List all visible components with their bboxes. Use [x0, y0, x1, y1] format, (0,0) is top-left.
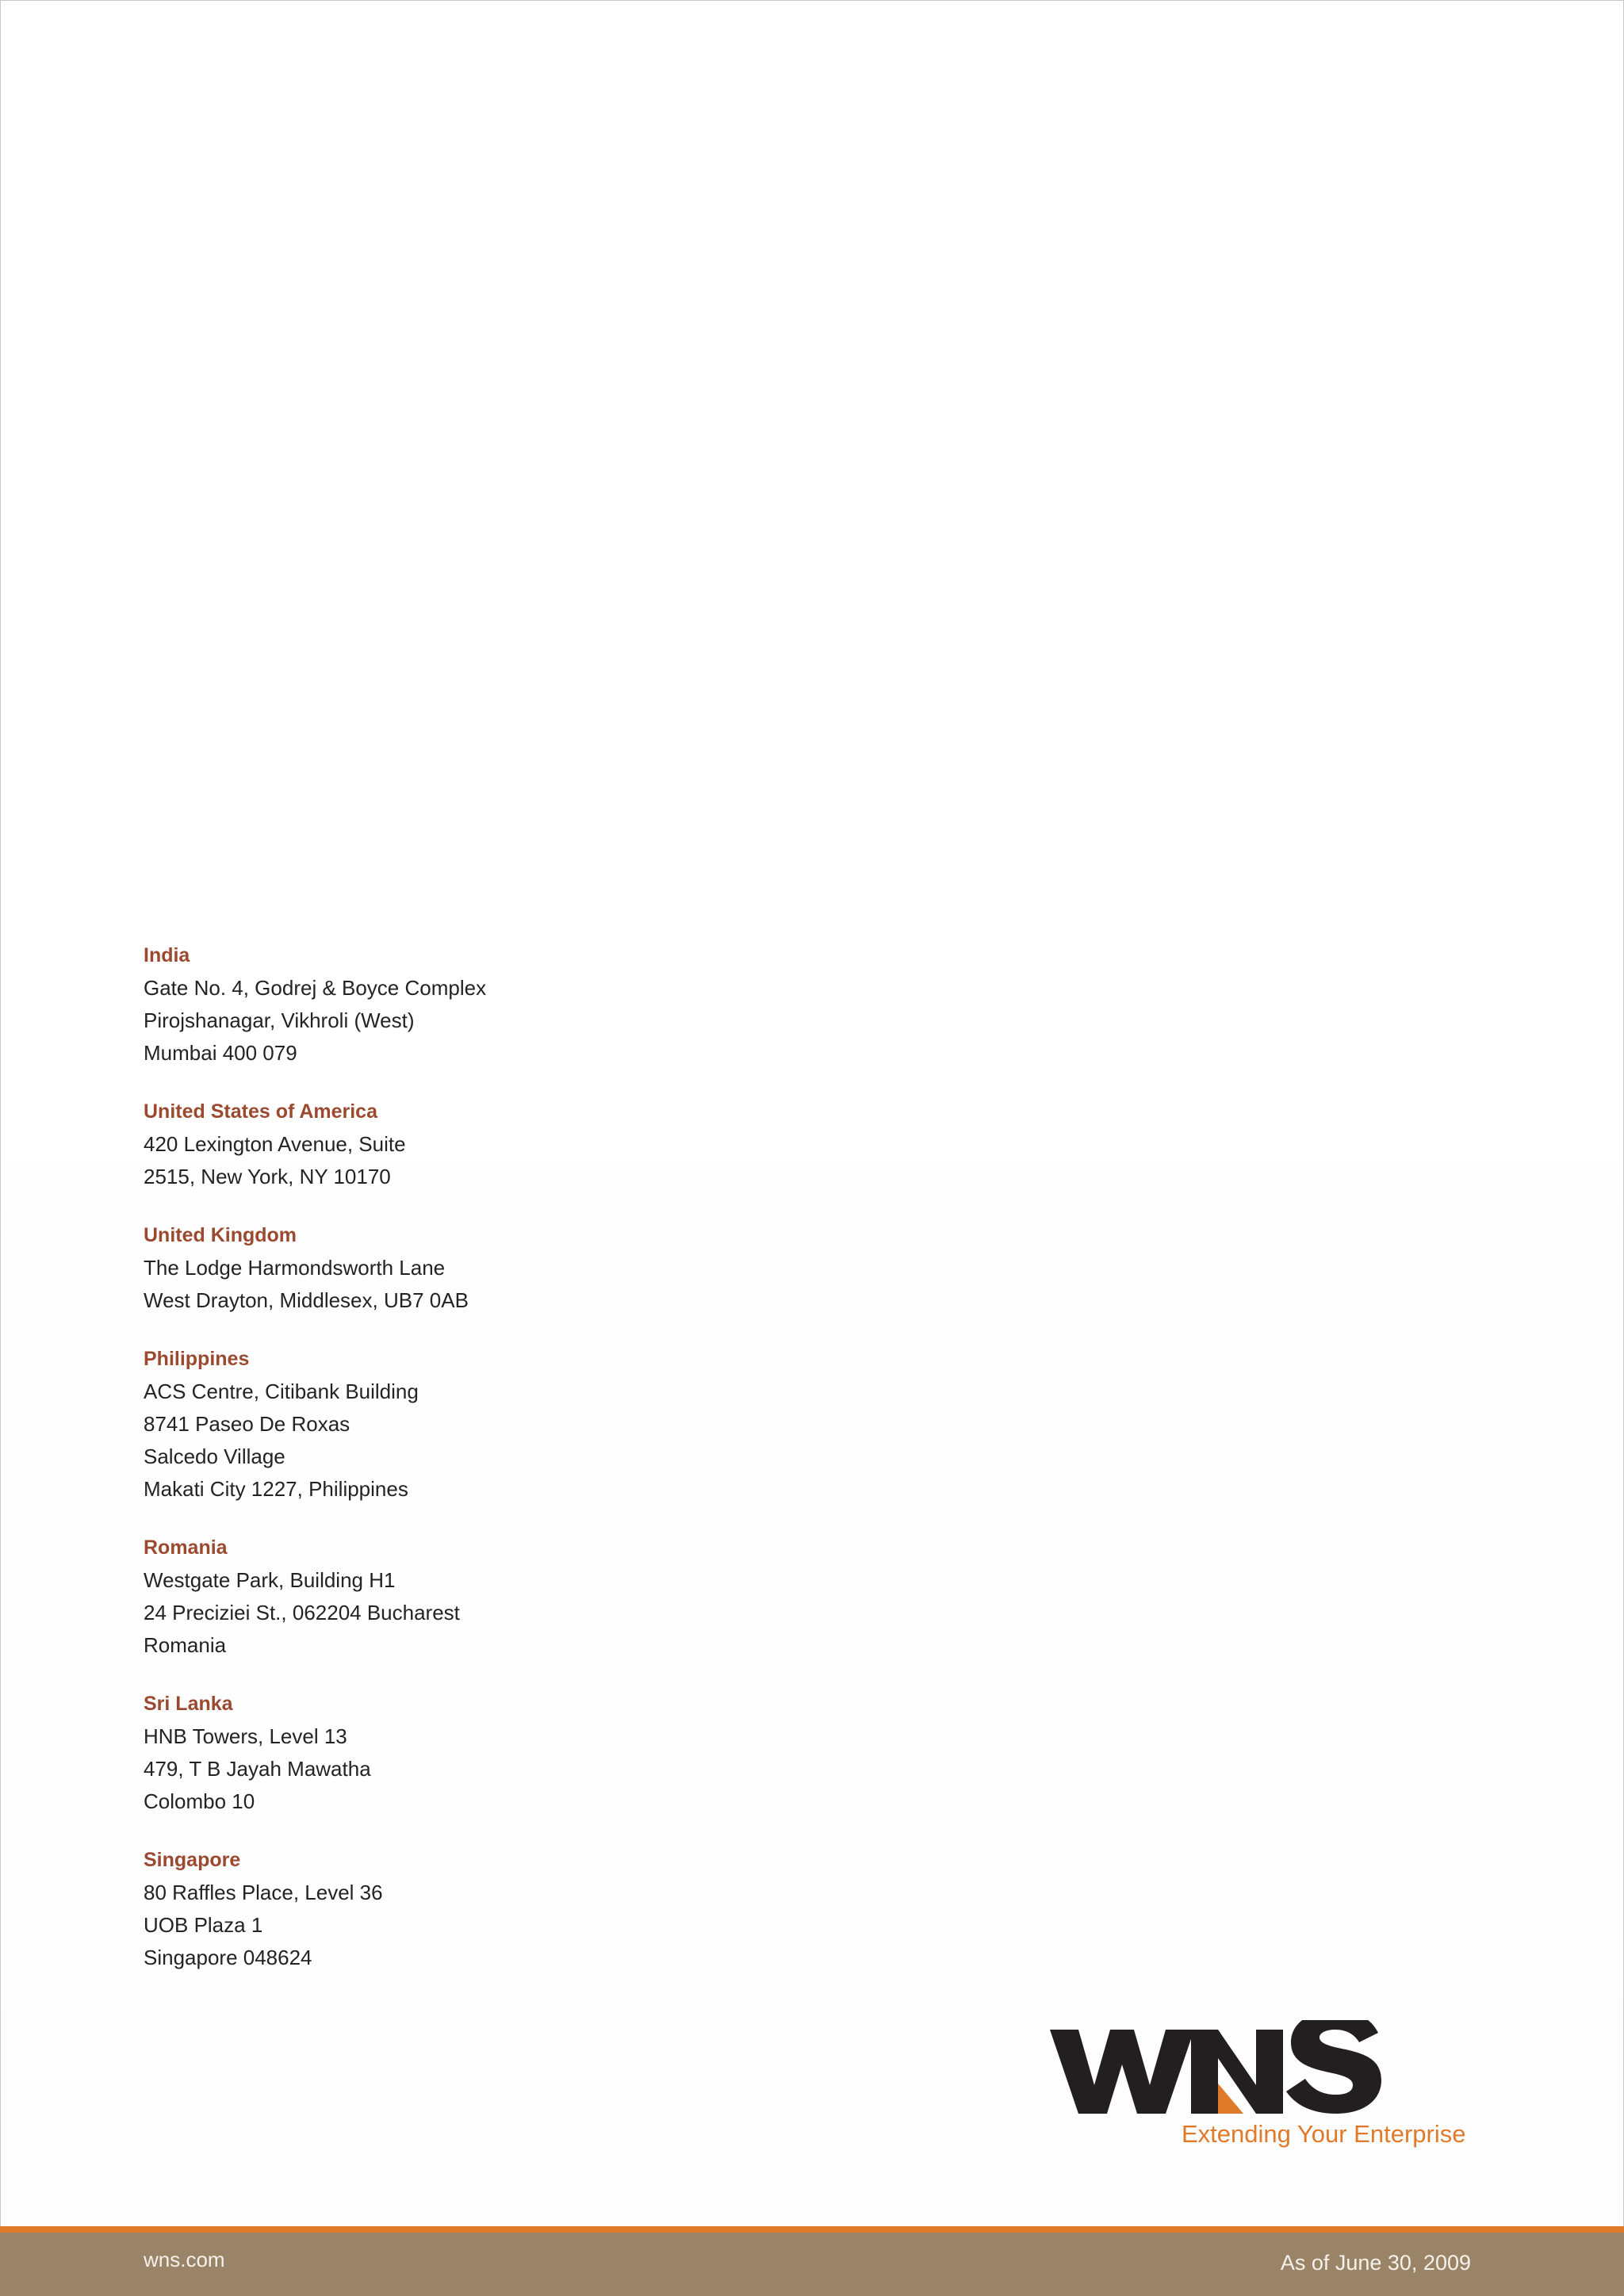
address-line: 80 Raffles Place, Level 36: [144, 1881, 383, 1904]
address-line: The Lodge Harmondsworth Lane: [144, 1256, 446, 1280]
office-country-name: Philippines: [144, 1348, 250, 1370]
footer-date-note: As of June 30, 2009: [1280, 2251, 1471, 2275]
logo-tagline: Extending Your Enterprise: [1182, 2120, 1466, 2148]
address-line: Romania: [144, 1633, 227, 1657]
address-line: Gate No. 4, Godrej & Boyce Complex: [144, 976, 487, 1000]
address-line: ACS Centre, Citibank Building: [144, 1380, 419, 1403]
address-line: West Drayton, Middlesex, UB7 0AB: [144, 1288, 469, 1312]
address-line: Singapore 048624: [144, 1946, 312, 1969]
office-sri-lanka: [144, 1688, 857, 1818]
office-country-name: Sri Lanka: [144, 1693, 233, 1715]
footer-website-link[interactable]: wns.com: [144, 2248, 225, 2271]
address-line: 420 Lexington Avenue, Suite: [144, 1132, 406, 1156]
address-line: Makati City 1227, Philippines: [144, 1477, 408, 1501]
office-romania: [144, 1532, 857, 1662]
address-line: Mumbai 400 079: [144, 1041, 297, 1065]
footer-accent-stripe: [0, 2226, 1624, 2233]
office-address-list: [144, 939, 857, 2000]
wns-wordmark-icon: [1045, 2020, 1489, 2115]
address-line: 2515, New York, NY 10170: [144, 1165, 391, 1188]
office-philippines: [144, 1343, 857, 1506]
address-line: Colombo 10: [144, 1789, 255, 1813]
office-uk: [144, 1219, 857, 1317]
address-line: HNB Towers, Level 13: [144, 1724, 347, 1748]
office-country-name: Singapore: [144, 1849, 241, 1871]
address-line: 479, T B Jayah Mawatha: [144, 1757, 371, 1781]
office-country-name: United States of America: [144, 1100, 377, 1123]
address-line: 8741 Paseo De Roxas: [144, 1412, 350, 1436]
office-india: [144, 939, 857, 1070]
office-country-name: Romania: [144, 1536, 228, 1559]
office-singapore: [144, 1844, 857, 1974]
address-line: 24 Preciziei St., 062204 Bucharest: [144, 1601, 460, 1624]
address-line: Westgate Park, Building H1: [144, 1568, 396, 1592]
office-country-name: United Kingdom: [144, 1224, 297, 1246]
address-line: UOB Plaza 1: [144, 1913, 263, 1937]
address-line: Salcedo Village: [144, 1445, 285, 1468]
office-country-name: India: [144, 944, 190, 966]
office-usa: [144, 1096, 857, 1193]
address-line: Pirojshanagar, Vikhroli (West): [144, 1008, 415, 1032]
